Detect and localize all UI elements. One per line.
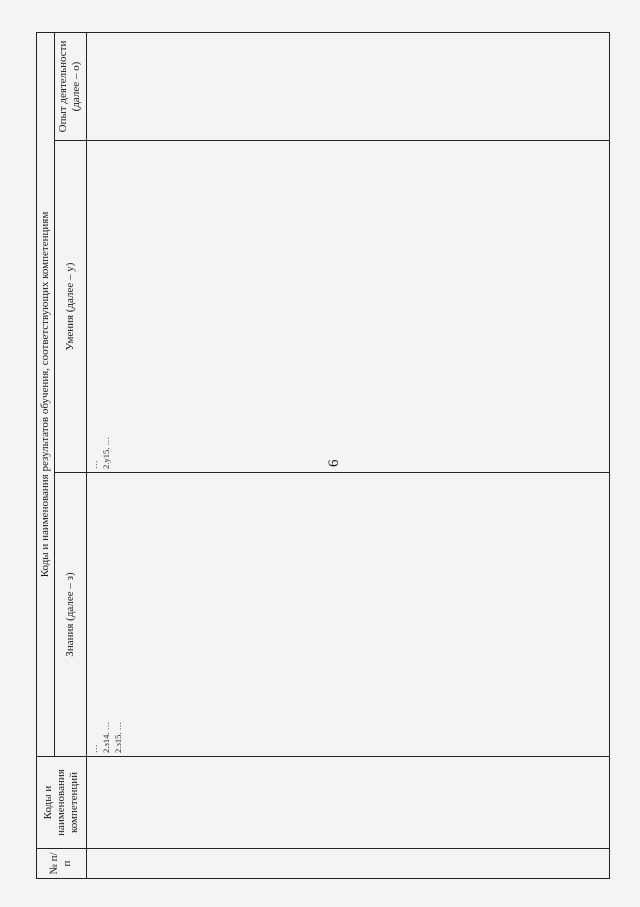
cell-num <box>86 849 609 879</box>
cell-codes <box>86 757 609 849</box>
knowledge-text-0: … <box>88 744 99 753</box>
page-number: 6 <box>326 459 342 467</box>
header-num: № п/п <box>37 849 87 879</box>
cell-knowledge <box>86 473 609 757</box>
cell-experience <box>86 33 609 141</box>
cell-skills <box>86 141 609 473</box>
knowledge-text-2: 2.з15. … <box>112 721 123 753</box>
header-skills: Умения (далее – у) <box>55 141 86 473</box>
knowledge-text-1: 2.з14. … <box>100 721 111 753</box>
header-codes: Коды и наименования компетенций <box>37 757 87 849</box>
competency-table <box>36 32 610 879</box>
header-knowledge: Знания (далее – з) <box>55 473 86 757</box>
skills-text-1: 2.у15. … <box>100 436 111 469</box>
header-experience: Опыт деятельности (далее – о) <box>55 33 86 141</box>
header-main: Коды и наименования результатов обучения, соответствующих компетенциям <box>37 33 55 757</box>
table-row <box>86 33 609 879</box>
skills-text-0: … <box>88 460 99 469</box>
